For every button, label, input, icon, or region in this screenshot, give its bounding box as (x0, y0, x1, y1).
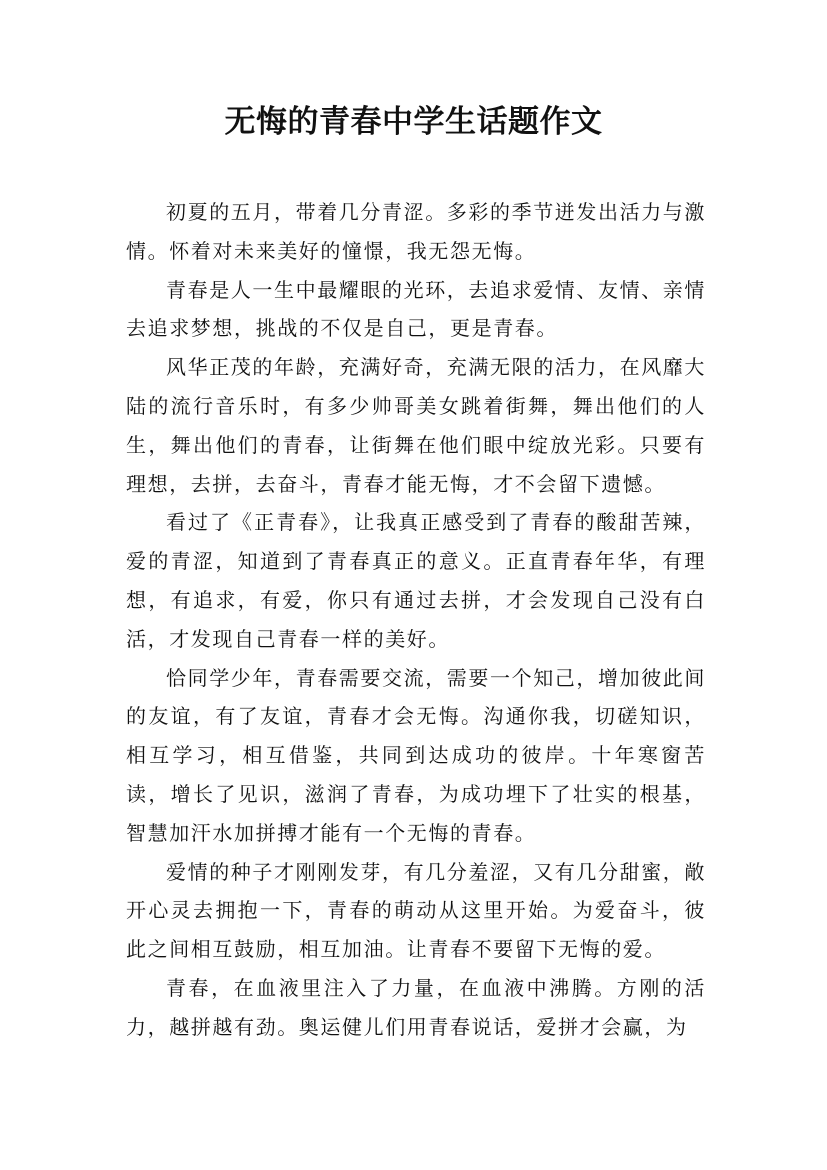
paragraph-5: 恰同学少年，青春需要交流，需要一个知己，增加彼此间的友谊，有了友谊，青春才会无悔。沟通你我，切磋知识，相互学习，相互借鉴，共同到达成功的彼岸。十年寒窗苦读，增长了见识，滋润了青春，为成功埋下了壮实的根基，智慧加汗水加拼搏才能有一个无悔的青春。 (126, 665, 706, 845)
document-title: 无悔的青春中学生话题作文 (224, 104, 603, 140)
paragraph-4: 看过了《正青春》，让我真正感受到了青春的酸甜苦辣，爱的青涩，知道到了青春真正的意义。正直青春年华，有理想，有追求，有爱，你只有通过去拼，才会发现自己没有白活，才发现自己青春一样的美好。 (126, 510, 706, 651)
paragraph-3: 风华正茂的年龄，充满好奇，充满无限的活力，在风靡大陆的流行音乐时，有多少帅哥美女跳着街舞，舞出他们的人生，舞出他们的青春，让街舞在他们眼中绽放光彩。只要有理想，去拼，去奋斗，青春才能无悔，才不会留下遗憾。 (126, 355, 706, 496)
document-body (126, 193, 706, 1047)
paragraph-7: 青春，在血液里注入了力量，在血液中沸腾。方刚的活力，越拼越有劲。奥运健儿们用青春说话，爱拼才会赢，为 (126, 975, 706, 1039)
paragraph-2: 青春是人一生中最耀眼的光环，去追求爱情、友情、亲情去追求梦想，挑战的不仅是自己，更是青春。 (126, 277, 706, 341)
paragraph-1: 初夏的五月，带着几分青涩。多彩的季节迸发出活力与激情。怀着对未来美好的憧憬，我无怨无悔。 (126, 200, 706, 263)
paragraph-6: 爱情的种子才刚刚发芽，有几分羞涩，又有几分甜蜜，敞开心灵去拥抱一下，青春的萌动从这里开始。为爱奋斗，彼此之间相互鼓励，相互加油。让青春不要留下无悔的爱。 (126, 859, 706, 962)
